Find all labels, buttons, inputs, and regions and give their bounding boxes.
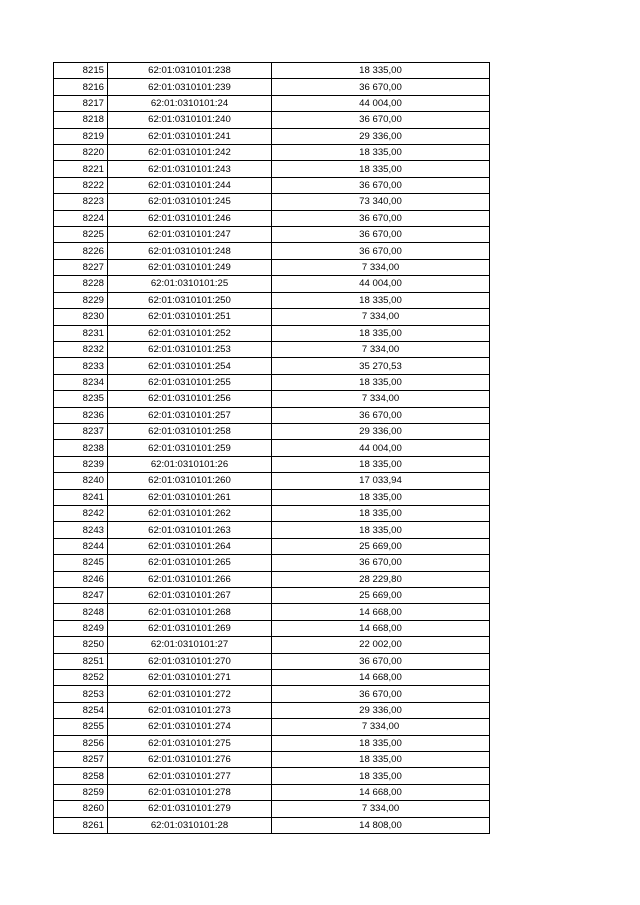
cadastral-number-cell: 62:01:0310101:27 — [108, 637, 272, 653]
row-number-cell: 8219 — [54, 128, 108, 144]
cadastral-number-cell: 62:01:0310101:238 — [108, 63, 272, 79]
data-table — [53, 62, 490, 834]
cadastral-number-cell: 62:01:0310101:242 — [108, 145, 272, 161]
row-number-cell: 8218 — [54, 112, 108, 128]
table-row — [54, 227, 490, 243]
cadastral-number-cell: 62:01:0310101:261 — [108, 489, 272, 505]
value-cell: 18 335,00 — [272, 768, 490, 784]
row-number-cell: 8233 — [54, 358, 108, 374]
value-cell: 7 334,00 — [272, 309, 490, 325]
value-cell: 36 670,00 — [272, 686, 490, 702]
value-cell: 18 335,00 — [272, 374, 490, 390]
value-cell: 7 334,00 — [272, 801, 490, 817]
row-number-cell: 8232 — [54, 341, 108, 357]
value-cell: 14 668,00 — [272, 620, 490, 636]
value-cell: 18 335,00 — [272, 505, 490, 521]
row-number-cell: 8229 — [54, 292, 108, 308]
row-number-cell: 8220 — [54, 145, 108, 161]
row-number-cell: 8215 — [54, 63, 108, 79]
value-cell: 36 670,00 — [272, 112, 490, 128]
cadastral-number-cell: 62:01:0310101:247 — [108, 227, 272, 243]
cadastral-number-cell: 62:01:0310101:246 — [108, 210, 272, 226]
value-cell: 36 670,00 — [272, 243, 490, 259]
row-number-cell: 8241 — [54, 489, 108, 505]
cadastral-number-cell: 62:01:0310101:24 — [108, 95, 272, 111]
table-row — [54, 719, 490, 735]
row-number-cell: 8242 — [54, 505, 108, 521]
table-row — [54, 735, 490, 751]
cadastral-number-cell: 62:01:0310101:255 — [108, 374, 272, 390]
cadastral-number-cell: 62:01:0310101:251 — [108, 309, 272, 325]
table-row — [54, 801, 490, 817]
row-number-cell: 8252 — [54, 670, 108, 686]
row-number-cell: 8238 — [54, 440, 108, 456]
table-row — [54, 95, 490, 111]
row-number-cell: 8228 — [54, 276, 108, 292]
value-cell: 14 808,00 — [272, 817, 490, 833]
row-number-cell: 8250 — [54, 637, 108, 653]
cadastral-number-cell: 62:01:0310101:272 — [108, 686, 272, 702]
row-number-cell: 8225 — [54, 227, 108, 243]
cadastral-number-cell: 62:01:0310101:268 — [108, 604, 272, 620]
table-row — [54, 489, 490, 505]
table-row — [54, 325, 490, 341]
row-number-cell: 8255 — [54, 719, 108, 735]
value-cell: 18 335,00 — [272, 292, 490, 308]
value-cell: 18 335,00 — [272, 63, 490, 79]
table-row — [54, 752, 490, 768]
row-number-cell: 8258 — [54, 768, 108, 784]
table-row — [54, 177, 490, 193]
table-row — [54, 571, 490, 587]
cadastral-number-cell: 62:01:0310101:25 — [108, 276, 272, 292]
cadastral-number-cell: 62:01:0310101:245 — [108, 194, 272, 210]
row-number-cell: 8217 — [54, 95, 108, 111]
table-row — [54, 112, 490, 128]
row-number-cell: 8230 — [54, 309, 108, 325]
table-row — [54, 505, 490, 521]
table-row — [54, 292, 490, 308]
row-number-cell: 8223 — [54, 194, 108, 210]
table-row — [54, 456, 490, 472]
value-cell: 35 270,53 — [272, 358, 490, 374]
table-row — [54, 161, 490, 177]
value-cell: 28 229,80 — [272, 571, 490, 587]
cadastral-number-cell: 62:01:0310101:279 — [108, 801, 272, 817]
value-cell: 18 335,00 — [272, 325, 490, 341]
value-cell: 18 335,00 — [272, 489, 490, 505]
cadastral-number-cell: 62:01:0310101:26 — [108, 456, 272, 472]
value-cell: 18 335,00 — [272, 456, 490, 472]
cadastral-number-cell: 62:01:0310101:264 — [108, 538, 272, 554]
table-row — [54, 702, 490, 718]
cadastral-number-cell: 62:01:0310101:244 — [108, 177, 272, 193]
value-cell: 36 670,00 — [272, 653, 490, 669]
cadastral-number-cell: 62:01:0310101:250 — [108, 292, 272, 308]
value-cell: 18 335,00 — [272, 752, 490, 768]
row-number-cell: 8235 — [54, 391, 108, 407]
cadastral-number-cell: 62:01:0310101:239 — [108, 79, 272, 95]
value-cell: 7 334,00 — [272, 341, 490, 357]
table-row — [54, 686, 490, 702]
cadastral-number-cell: 62:01:0310101:262 — [108, 505, 272, 521]
value-cell: 7 334,00 — [272, 391, 490, 407]
table-row — [54, 817, 490, 833]
row-number-cell: 8249 — [54, 620, 108, 636]
cadastral-number-cell: 62:01:0310101:270 — [108, 653, 272, 669]
value-cell: 22 002,00 — [272, 637, 490, 653]
row-number-cell: 8244 — [54, 538, 108, 554]
table-row — [54, 128, 490, 144]
table-body — [54, 63, 490, 834]
value-cell: 18 335,00 — [272, 522, 490, 538]
table-row — [54, 588, 490, 604]
value-cell: 18 335,00 — [272, 161, 490, 177]
cadastral-number-cell: 62:01:0310101:248 — [108, 243, 272, 259]
table-row — [54, 341, 490, 357]
cadastral-number-cell: 62:01:0310101:258 — [108, 423, 272, 439]
row-number-cell: 8222 — [54, 177, 108, 193]
cadastral-number-cell: 62:01:0310101:263 — [108, 522, 272, 538]
table-row — [54, 604, 490, 620]
cadastral-number-cell: 62:01:0310101:276 — [108, 752, 272, 768]
value-cell: 36 670,00 — [272, 555, 490, 571]
table-row — [54, 522, 490, 538]
cadastral-number-cell: 62:01:0310101:269 — [108, 620, 272, 636]
table-row — [54, 784, 490, 800]
table-row — [54, 259, 490, 275]
row-number-cell: 8254 — [54, 702, 108, 718]
value-cell: 29 336,00 — [272, 128, 490, 144]
value-cell: 44 004,00 — [272, 276, 490, 292]
table-row — [54, 440, 490, 456]
value-cell: 14 668,00 — [272, 604, 490, 620]
row-number-cell: 8251 — [54, 653, 108, 669]
row-number-cell: 8236 — [54, 407, 108, 423]
row-number-cell: 8247 — [54, 588, 108, 604]
value-cell: 73 340,00 — [272, 194, 490, 210]
row-number-cell: 8224 — [54, 210, 108, 226]
row-number-cell: 8240 — [54, 473, 108, 489]
cadastral-number-cell: 62:01:0310101:253 — [108, 341, 272, 357]
row-number-cell: 8246 — [54, 571, 108, 587]
row-number-cell: 8227 — [54, 259, 108, 275]
table-row — [54, 407, 490, 423]
value-cell: 29 336,00 — [272, 423, 490, 439]
table-row — [54, 653, 490, 669]
table-row — [54, 145, 490, 161]
cadastral-number-cell: 62:01:0310101:278 — [108, 784, 272, 800]
value-cell: 25 669,00 — [272, 538, 490, 554]
row-number-cell: 8226 — [54, 243, 108, 259]
value-cell: 44 004,00 — [272, 95, 490, 111]
cadastral-number-cell: 62:01:0310101:252 — [108, 325, 272, 341]
cadastral-number-cell: 62:01:0310101:259 — [108, 440, 272, 456]
row-number-cell: 8216 — [54, 79, 108, 95]
cadastral-number-cell: 62:01:0310101:275 — [108, 735, 272, 751]
cadastral-number-cell: 62:01:0310101:274 — [108, 719, 272, 735]
table-row — [54, 374, 490, 390]
value-cell: 36 670,00 — [272, 407, 490, 423]
cadastral-number-cell: 62:01:0310101:265 — [108, 555, 272, 571]
value-cell: 7 334,00 — [272, 259, 490, 275]
table-row — [54, 423, 490, 439]
cadastral-number-cell: 62:01:0310101:254 — [108, 358, 272, 374]
value-cell: 36 670,00 — [272, 177, 490, 193]
row-number-cell: 8231 — [54, 325, 108, 341]
row-number-cell: 8253 — [54, 686, 108, 702]
row-number-cell: 8243 — [54, 522, 108, 538]
cadastral-number-cell: 62:01:0310101:273 — [108, 702, 272, 718]
table-row — [54, 391, 490, 407]
value-cell: 29 336,00 — [272, 702, 490, 718]
value-cell: 36 670,00 — [272, 210, 490, 226]
row-number-cell: 8257 — [54, 752, 108, 768]
value-cell: 7 334,00 — [272, 719, 490, 735]
row-number-cell: 8260 — [54, 801, 108, 817]
table-row — [54, 358, 490, 374]
cadastral-number-cell: 62:01:0310101:271 — [108, 670, 272, 686]
table-row — [54, 63, 490, 79]
row-number-cell: 8237 — [54, 423, 108, 439]
table-row — [54, 210, 490, 226]
cadastral-number-cell: 62:01:0310101:257 — [108, 407, 272, 423]
value-cell: 17 033,94 — [272, 473, 490, 489]
row-number-cell: 8256 — [54, 735, 108, 751]
table-row — [54, 79, 490, 95]
cadastral-number-cell: 62:01:0310101:277 — [108, 768, 272, 784]
cadastral-number-cell: 62:01:0310101:260 — [108, 473, 272, 489]
value-cell: 14 668,00 — [272, 670, 490, 686]
cadastral-number-cell: 62:01:0310101:241 — [108, 128, 272, 144]
value-cell: 36 670,00 — [272, 79, 490, 95]
table-row — [54, 243, 490, 259]
value-cell: 44 004,00 — [272, 440, 490, 456]
value-cell: 36 670,00 — [272, 227, 490, 243]
value-cell: 14 668,00 — [272, 784, 490, 800]
cadastral-number-cell: 62:01:0310101:243 — [108, 161, 272, 177]
table-row — [54, 309, 490, 325]
table-row — [54, 473, 490, 489]
value-cell: 25 669,00 — [272, 588, 490, 604]
row-number-cell: 8239 — [54, 456, 108, 472]
row-number-cell: 8234 — [54, 374, 108, 390]
table-row — [54, 620, 490, 636]
table-row — [54, 768, 490, 784]
table-row — [54, 194, 490, 210]
cadastral-number-cell: 62:01:0310101:256 — [108, 391, 272, 407]
row-number-cell: 8221 — [54, 161, 108, 177]
row-number-cell: 8261 — [54, 817, 108, 833]
value-cell: 18 335,00 — [272, 735, 490, 751]
cadastral-number-cell: 62:01:0310101:267 — [108, 588, 272, 604]
row-number-cell: 8259 — [54, 784, 108, 800]
table-row — [54, 637, 490, 653]
row-number-cell: 8245 — [54, 555, 108, 571]
cadastral-number-cell: 62:01:0310101:28 — [108, 817, 272, 833]
value-cell: 18 335,00 — [272, 145, 490, 161]
cadastral-number-cell: 62:01:0310101:240 — [108, 112, 272, 128]
cadastral-number-cell: 62:01:0310101:249 — [108, 259, 272, 275]
table-row — [54, 670, 490, 686]
cadastral-number-cell: 62:01:0310101:266 — [108, 571, 272, 587]
table-row — [54, 538, 490, 554]
table-row — [54, 555, 490, 571]
table-row — [54, 276, 490, 292]
row-number-cell: 8248 — [54, 604, 108, 620]
